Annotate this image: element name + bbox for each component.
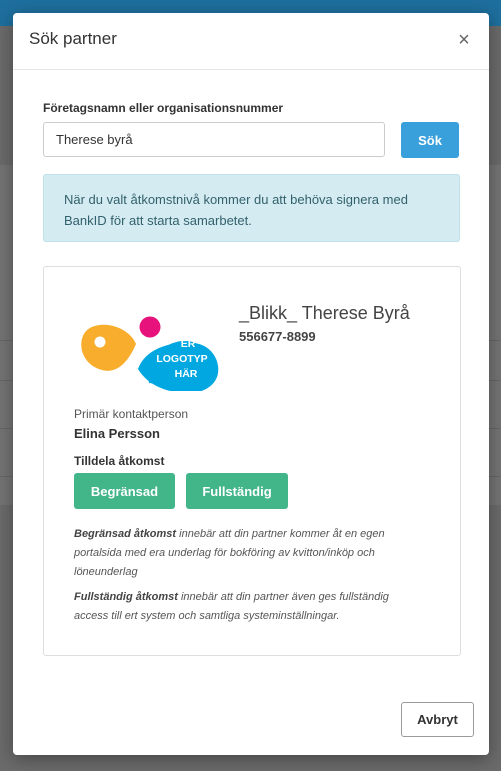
- search-partner-modal: [13, 13, 489, 755]
- search-field-label: Företagsnamn eller organisationsnummer: [43, 101, 284, 115]
- assign-access-heading: Tilldela åtkomst: [74, 454, 165, 468]
- limited-access-button[interactable]: Begränsad: [74, 473, 175, 509]
- modal-title: Sök partner: [29, 29, 117, 48]
- search-button[interactable]: Sök: [401, 122, 459, 158]
- contact-label: Primär kontaktperson: [74, 407, 189, 421]
- limited-access-text: innebär att din partner kommer åt en egen portalsida med era underlag för bokföring av kvitton/inköp och löneunderlag: [74, 528, 385, 578]
- company-name: _Blikk_ Therese Byrå: [239, 303, 410, 323]
- modal-header: [13, 13, 489, 70]
- logo-text-line-2: LOGOTYP: [156, 353, 208, 365]
- search-input[interactable]: [43, 122, 385, 157]
- logo-text-line-1: ER: [180, 338, 196, 350]
- limited-access-term: Begränsad åtkomst: [74, 528, 177, 540]
- full-access-term: Fullständig åtkomst: [74, 591, 178, 603]
- partner-result-card: [43, 266, 461, 656]
- bankid-info-alert: När du valt åtkomstnivå kommer du att behöva signera med BankID för att starta samarbetet.: [43, 174, 460, 242]
- cancel-button[interactable]: Avbryt: [401, 702, 474, 737]
- full-access-button[interactable]: Fullständig: [186, 473, 288, 509]
- org-number: 556677-8899: [239, 329, 316, 344]
- full-access-text: innebär att din partner även ges fullständig access till ert system och samtliga systeminställningar.: [74, 591, 389, 622]
- close-icon[interactable]: ×: [458, 29, 470, 51]
- full-access-description: [74, 588, 419, 626]
- company-logo: [78, 307, 220, 391]
- limited-access-description: [74, 525, 419, 582]
- logo-text-line-3: HÄR: [174, 368, 198, 380]
- contact-name: Elina Persson: [74, 426, 160, 441]
